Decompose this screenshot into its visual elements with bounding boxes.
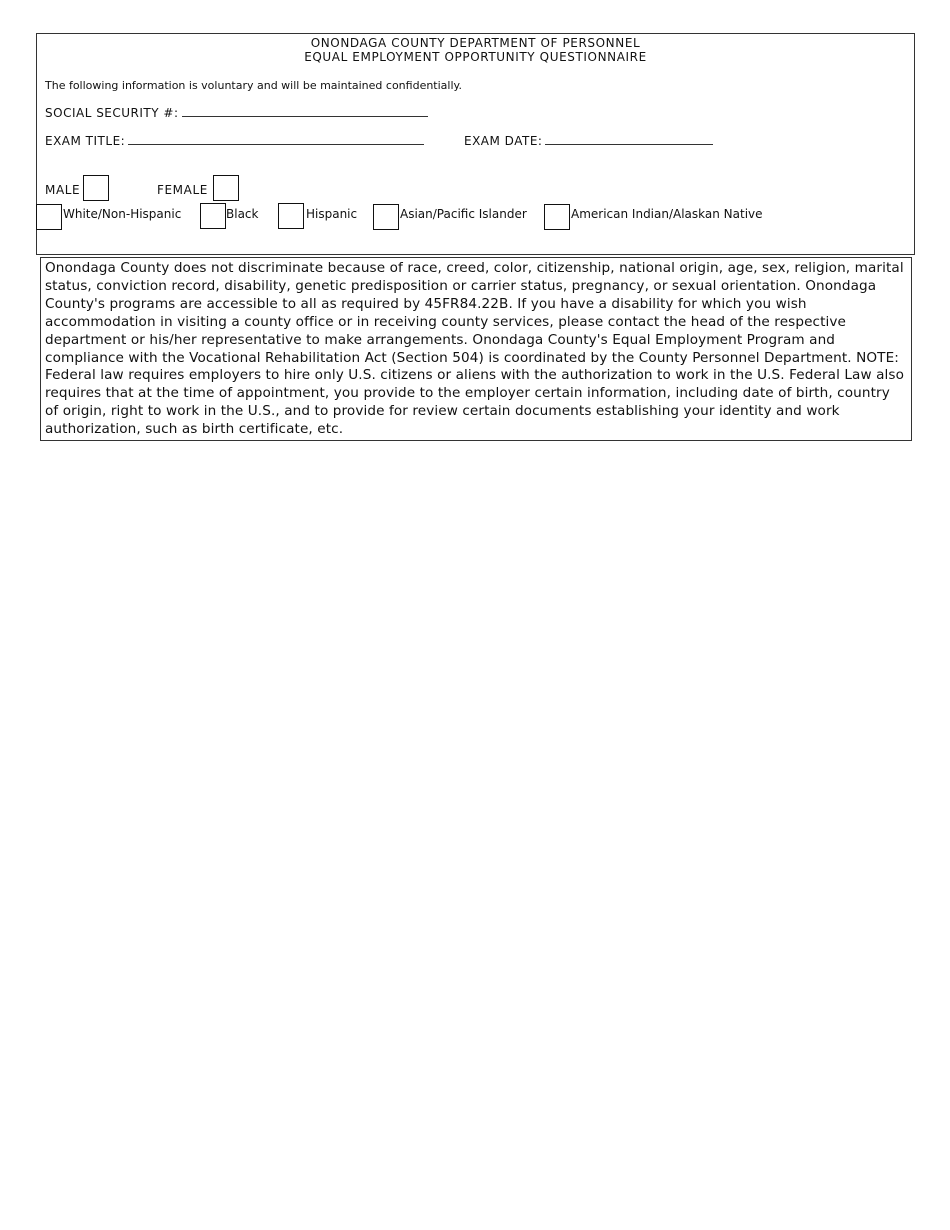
white-non-hispanic-label: White/Non-Hispanic — [63, 207, 182, 221]
exam-date-input-line[interactable] — [545, 134, 713, 145]
american-indian-alaskan-native-label: American Indian/Alaskan Native — [571, 207, 763, 221]
white-non-hispanic-checkbox[interactable] — [36, 204, 62, 230]
male-label: MALE — [45, 183, 81, 197]
female-checkbox[interactable] — [213, 175, 239, 201]
asian-pacific-islander-checkbox[interactable] — [373, 204, 399, 230]
exam-title-field[interactable] — [45, 134, 424, 148]
hispanic-checkbox[interactable] — [278, 203, 304, 229]
ssn-label: SOCIAL SECURITY #: — [45, 106, 179, 120]
eeo-questionnaire-form — [36, 33, 915, 255]
form-title-questionnaire: EQUAL EMPLOYMENT OPPORTUNITY QUESTIONNAIRE — [304, 50, 647, 64]
form-title-department: ONONDAGA COUNTY DEPARTMENT OF PERSONNEL — [310, 36, 641, 50]
voluntary-note: The following information is voluntary and will be maintained confidentially. — [45, 79, 462, 92]
exam-date-field[interactable] — [464, 134, 713, 148]
non-discrimination-statement: Onondaga County does not discriminate because of race, creed, color, citizenship, national origin, age, sex, religion, marital status, conviction record, disability, genetic predisposition or carrier status, pregnancy, or sexual orientation. Onondaga County's programs are accessible to all as required by 45FR84.22B. If you have a disability for which you wish accommodation in visiting a county office or in receiving county services, please contact the head of the respective department or his/her representative to make arrangements. Onondaga County's Equal Employment Program and compliance with the Vocational Rehabilitation Act (Section 504) is coordinated by the County Personnel Department. NOTE: Federal law requires employers to hire only U.S. citizens or aliens with the authorization to work in the U.S. Federal Law also requires that at the time of appointment, you provide to the employer certain information, including date of birth, country of origin, right to work in the U.S., and to provide for review certain documents establishing your identity and work authorization, such as birth certificate, etc. — [40, 257, 912, 441]
ssn-input-line[interactable] — [182, 106, 428, 117]
black-checkbox[interactable] — [200, 203, 226, 229]
exam-title-input-line[interactable] — [128, 134, 424, 145]
male-checkbox[interactable] — [83, 175, 109, 201]
exam-date-label: EXAM DATE: — [464, 134, 543, 148]
american-indian-alaskan-native-checkbox[interactable] — [544, 204, 570, 230]
female-label: FEMALE — [157, 183, 208, 197]
hispanic-label: Hispanic — [306, 207, 358, 221]
exam-title-label: EXAM TITLE: — [45, 134, 126, 148]
ssn-field[interactable] — [45, 106, 428, 120]
asian-pacific-islander-label: Asian/Pacific Islander — [400, 207, 527, 221]
black-label: Black — [226, 207, 259, 221]
